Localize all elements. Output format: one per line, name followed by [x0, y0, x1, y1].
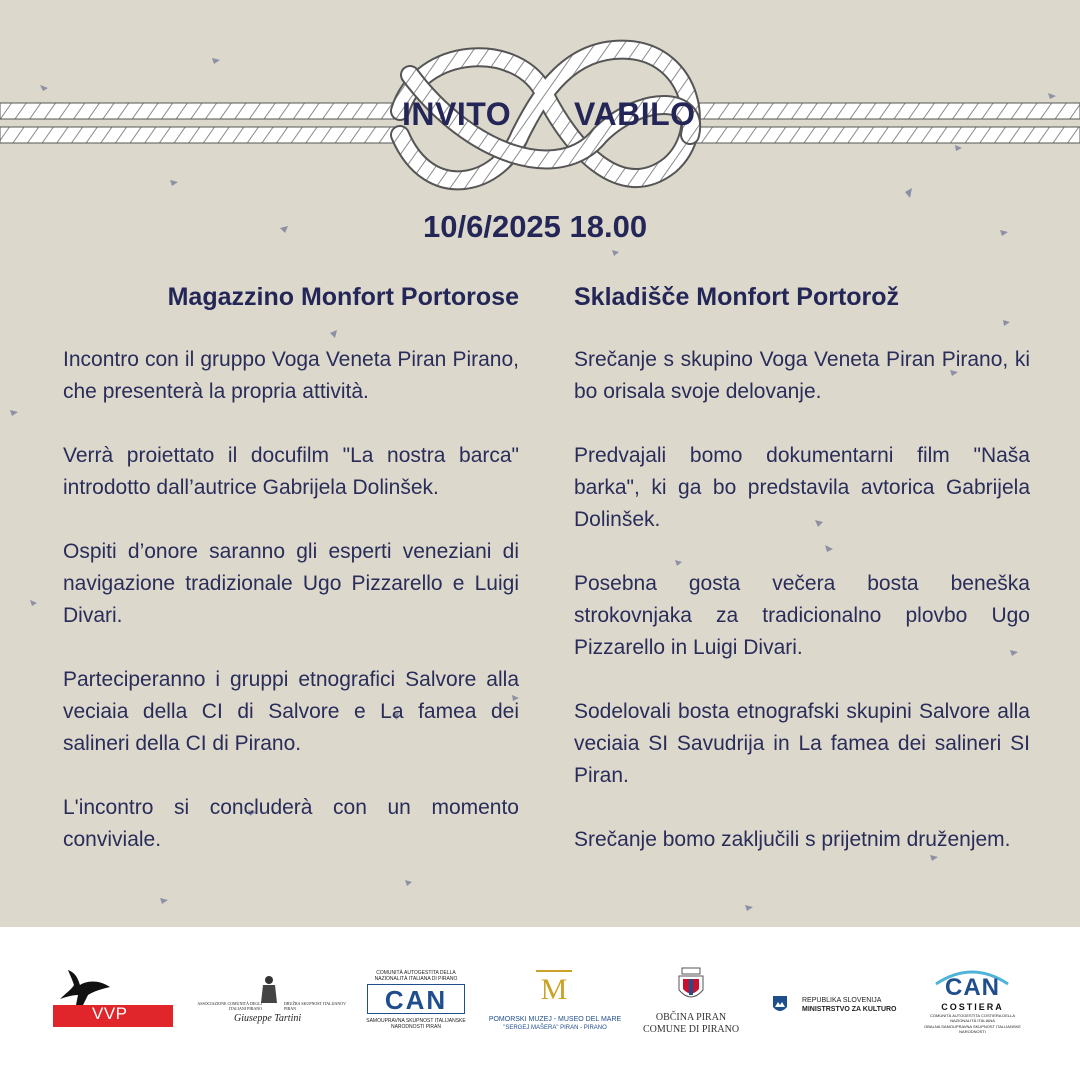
- tartini-logo: [190, 975, 350, 1035]
- tartini-top-left: ASSOCIAZIONE COMUNITÀ DEGLI ITALIANI PIRANO: [197, 1001, 262, 1011]
- can-piran-top-text: COMUNITÀ AUTOGESTITA DELLA NAZIONALITÀ ITALIANA DI PIRANO: [374, 970, 458, 982]
- paragraph-sl-1: Srečanje s skupino Voga Veneta Piran Pirano, ki bo orisala svoje delovanje.: [574, 348, 1030, 403]
- obcina-line1: OBČINA PIRAN: [655, 1012, 727, 1023]
- paragraph-it-1: Incontro con il gruppo Voga Veneta Piran Pirano, che presenterà la propria attività.: [63, 348, 519, 403]
- paragraph-it-3: Ospiti d’onore saranno gli esperti veneziani di navigazione tradizionale Ugo Pizzarello e Luigi Divari.: [63, 540, 519, 627]
- paragraph-sl-3: Posebna gosta večera bosta beneška strokovnjaka za tradicionalno plovbo Ugo Pizzarello in Luigi Divari.: [574, 572, 1030, 659]
- slovenian-column: [574, 280, 1030, 888]
- can-piran-bottom-text: SAMOUPRAVNA SKUPNOST ITALIJANSKE NARODNOSTI PIRAN: [366, 1018, 466, 1030]
- ministry-culture-logo: [772, 995, 912, 1021]
- paragraph-it-5: L'incontro si concluderà con un momento conviviale.: [63, 796, 519, 851]
- maritime-museum-logo: [480, 968, 630, 1038]
- ministry-line2: MINISTRSTVO ZA KULTURO: [802, 1006, 897, 1013]
- paragraph-sl-4: Sodelovali bosta etnografski skupini Salvore alla veciaia SI Savudrija in La famea dei salineri SI Piran.: [574, 700, 1030, 787]
- museum-m-icon: M: [536, 970, 572, 1006]
- tartini-name: Giuseppe Tartini: [234, 1013, 302, 1024]
- vvp-logo-text: VVP: [92, 1004, 128, 1023]
- slovenia-shield-icon: [772, 995, 788, 1015]
- can-piran-mark: CAN: [367, 984, 465, 1014]
- paragraph-sl-2: Predvajali bomo dokumentarni film "Naša barka", ki ga bo predstavila avtorica Gabrijela Dolinšek.: [574, 444, 1030, 531]
- title-invito: INVITO: [402, 96, 512, 132]
- tartini-top-right: DRUŽBA SKUPNOST ITALIJANOV PIRAN: [284, 1001, 346, 1011]
- event-datetime: 10/6/2025 18.00: [423, 209, 648, 244]
- museum-line2: "SERGEJ MAŠERA" PIRAN - PIRANO: [503, 1025, 607, 1031]
- can-costiera-logo: [920, 966, 1025, 1040]
- costiera-line1: COMUNITÀ AUTOGESTITA COSTIERA DELLA NAZIONALITÀ ITALIANA: [930, 1013, 1015, 1023]
- paragraph-it-2: Verrà proiettato il docufilm "La nostra barca" introdotto dall’autrice Gabrijela Dolinšek.: [63, 444, 519, 499]
- paragraph-it-4: Parteciperanno i gruppi etnografici Salvore alla veciaia della CI di Salvore e La famea dei salineri della CI di Pirano.: [63, 668, 519, 755]
- costiera-mark: CAN: [945, 974, 1000, 1001]
- title-vabilo: VABILO: [574, 96, 696, 132]
- can-piran-logo: [365, 970, 467, 1038]
- costiera-name: COSTIERA: [941, 1002, 1004, 1012]
- obcina-piran-logo: [636, 966, 746, 1038]
- italian-column: [63, 280, 519, 888]
- paragraph-sl-5: Srečanje bomo zaključili s prijetnim druženjem.: [574, 828, 1011, 851]
- museum-line1: POMORSKI MUZEJ - MUSEO DEL MARE: [488, 1016, 622, 1023]
- venue-heading-it: Magazzino Monfort Portorose: [167, 283, 519, 311]
- rope-knot-illustration: [0, 35, 1080, 215]
- obcina-line2: COMUNE DI PIRANO: [642, 1024, 740, 1035]
- ministry-line1: REPUBLIKA SLOVENIJA: [802, 997, 882, 1004]
- costiera-line2: OBALNA SAMOUPRAVNA SKUPNOST ITALIJANSKE NARODNOSTI: [924, 1024, 1021, 1034]
- venue-heading-sl: Skladišče Monfort Portorož: [574, 283, 900, 311]
- piran-coat-of-arms-icon: [674, 966, 708, 1004]
